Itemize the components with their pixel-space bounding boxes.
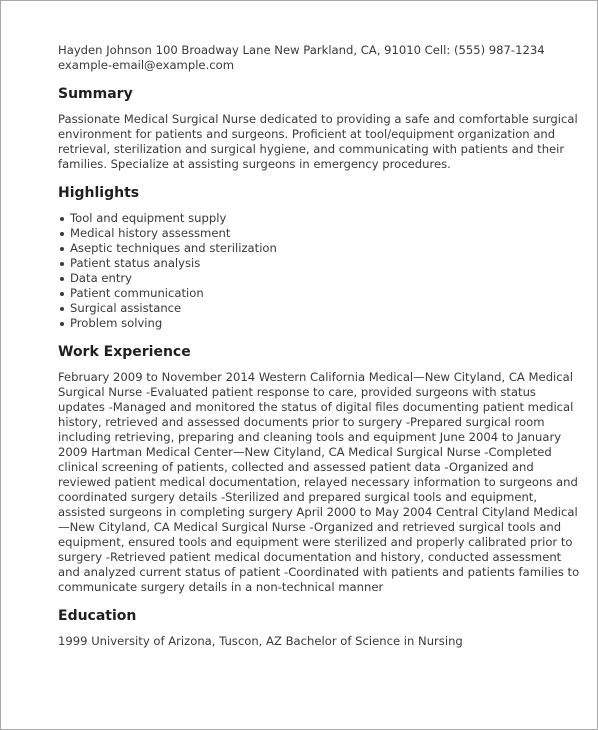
education-text: 1999 University of Arizona, Tuscon, AZ Bachelor of Science in Nursing (58, 634, 463, 648)
highlight-item: Problem solving (70, 316, 580, 331)
summary-text: Passionate Medical Surgical Nurse dedicated to providing a safe and comfortable surgical environment for patients and surgeons. Proficient at tool/equipment organization and retrieval, sterilization and surgical hygiene, and communicating with patients and their families. Specialize at assisting surgeons in emergency procedures. (58, 112, 578, 171)
education-heading: Education (58, 608, 137, 624)
highlight-item: Patient status analysis (70, 256, 580, 271)
highlight-item: Surgical assistance (70, 301, 580, 316)
experience-text: February 2009 to November 2014 Western California Medical—New Cityland, CA Medical Surgical Nurse -Evaluated patient response to care, provided surgeons with status updates -Managed and monitored the status of digital files documenting patient medical history, retrieved and assessed documents prior to surgery -Prepared surgical room including retrieving, preparing and cleaning tools and equipment June 2004 to January 2009 Hartman Medical Center—New Cityland, CA Medical Surgical Nurse -Completed clinical screening of patients, collected and assessed patient data -Organized and reviewed patient medical documentation, relayed necessary information to surgeons and coordinated surgery details -Sterilized and prepared surgical tools and equipment, assisted surgeons in completing surgery April 2000 to May 2004 Central Cityland Medical—New Cityland, CA Medical Surgical Nurse -Organized and retrieved surgical tools and equipment, ensured tools and equipment were sterilized and properly calibrated prior to surgery -Retrieved patient medical documentation and history, conducted assessment and analyzed current status of patient -Coordinated with patients and patients families to communicate surgery details in a non-technical manner (58, 370, 580, 594)
highlight-item: Aseptic techniques and sterilization (70, 241, 580, 256)
contact-info: Hayden Johnson 100 Broadway Lane New Parkland, CA, 91010 Cell: (555) 987-1234 example-email@example.com (58, 43, 545, 72)
highlight-item: Patient communication (70, 286, 580, 301)
resume-content (58, 43, 580, 649)
highlight-item: Medical history assessment (70, 226, 580, 241)
highlights-heading: Highlights (58, 185, 140, 201)
experience-heading: Work Experience (58, 344, 191, 360)
highlight-item: Data entry (70, 271, 580, 286)
highlight-item: Tool and equipment supply (70, 211, 580, 226)
summary-heading: Summary (58, 86, 133, 102)
highlights-list (58, 211, 580, 331)
